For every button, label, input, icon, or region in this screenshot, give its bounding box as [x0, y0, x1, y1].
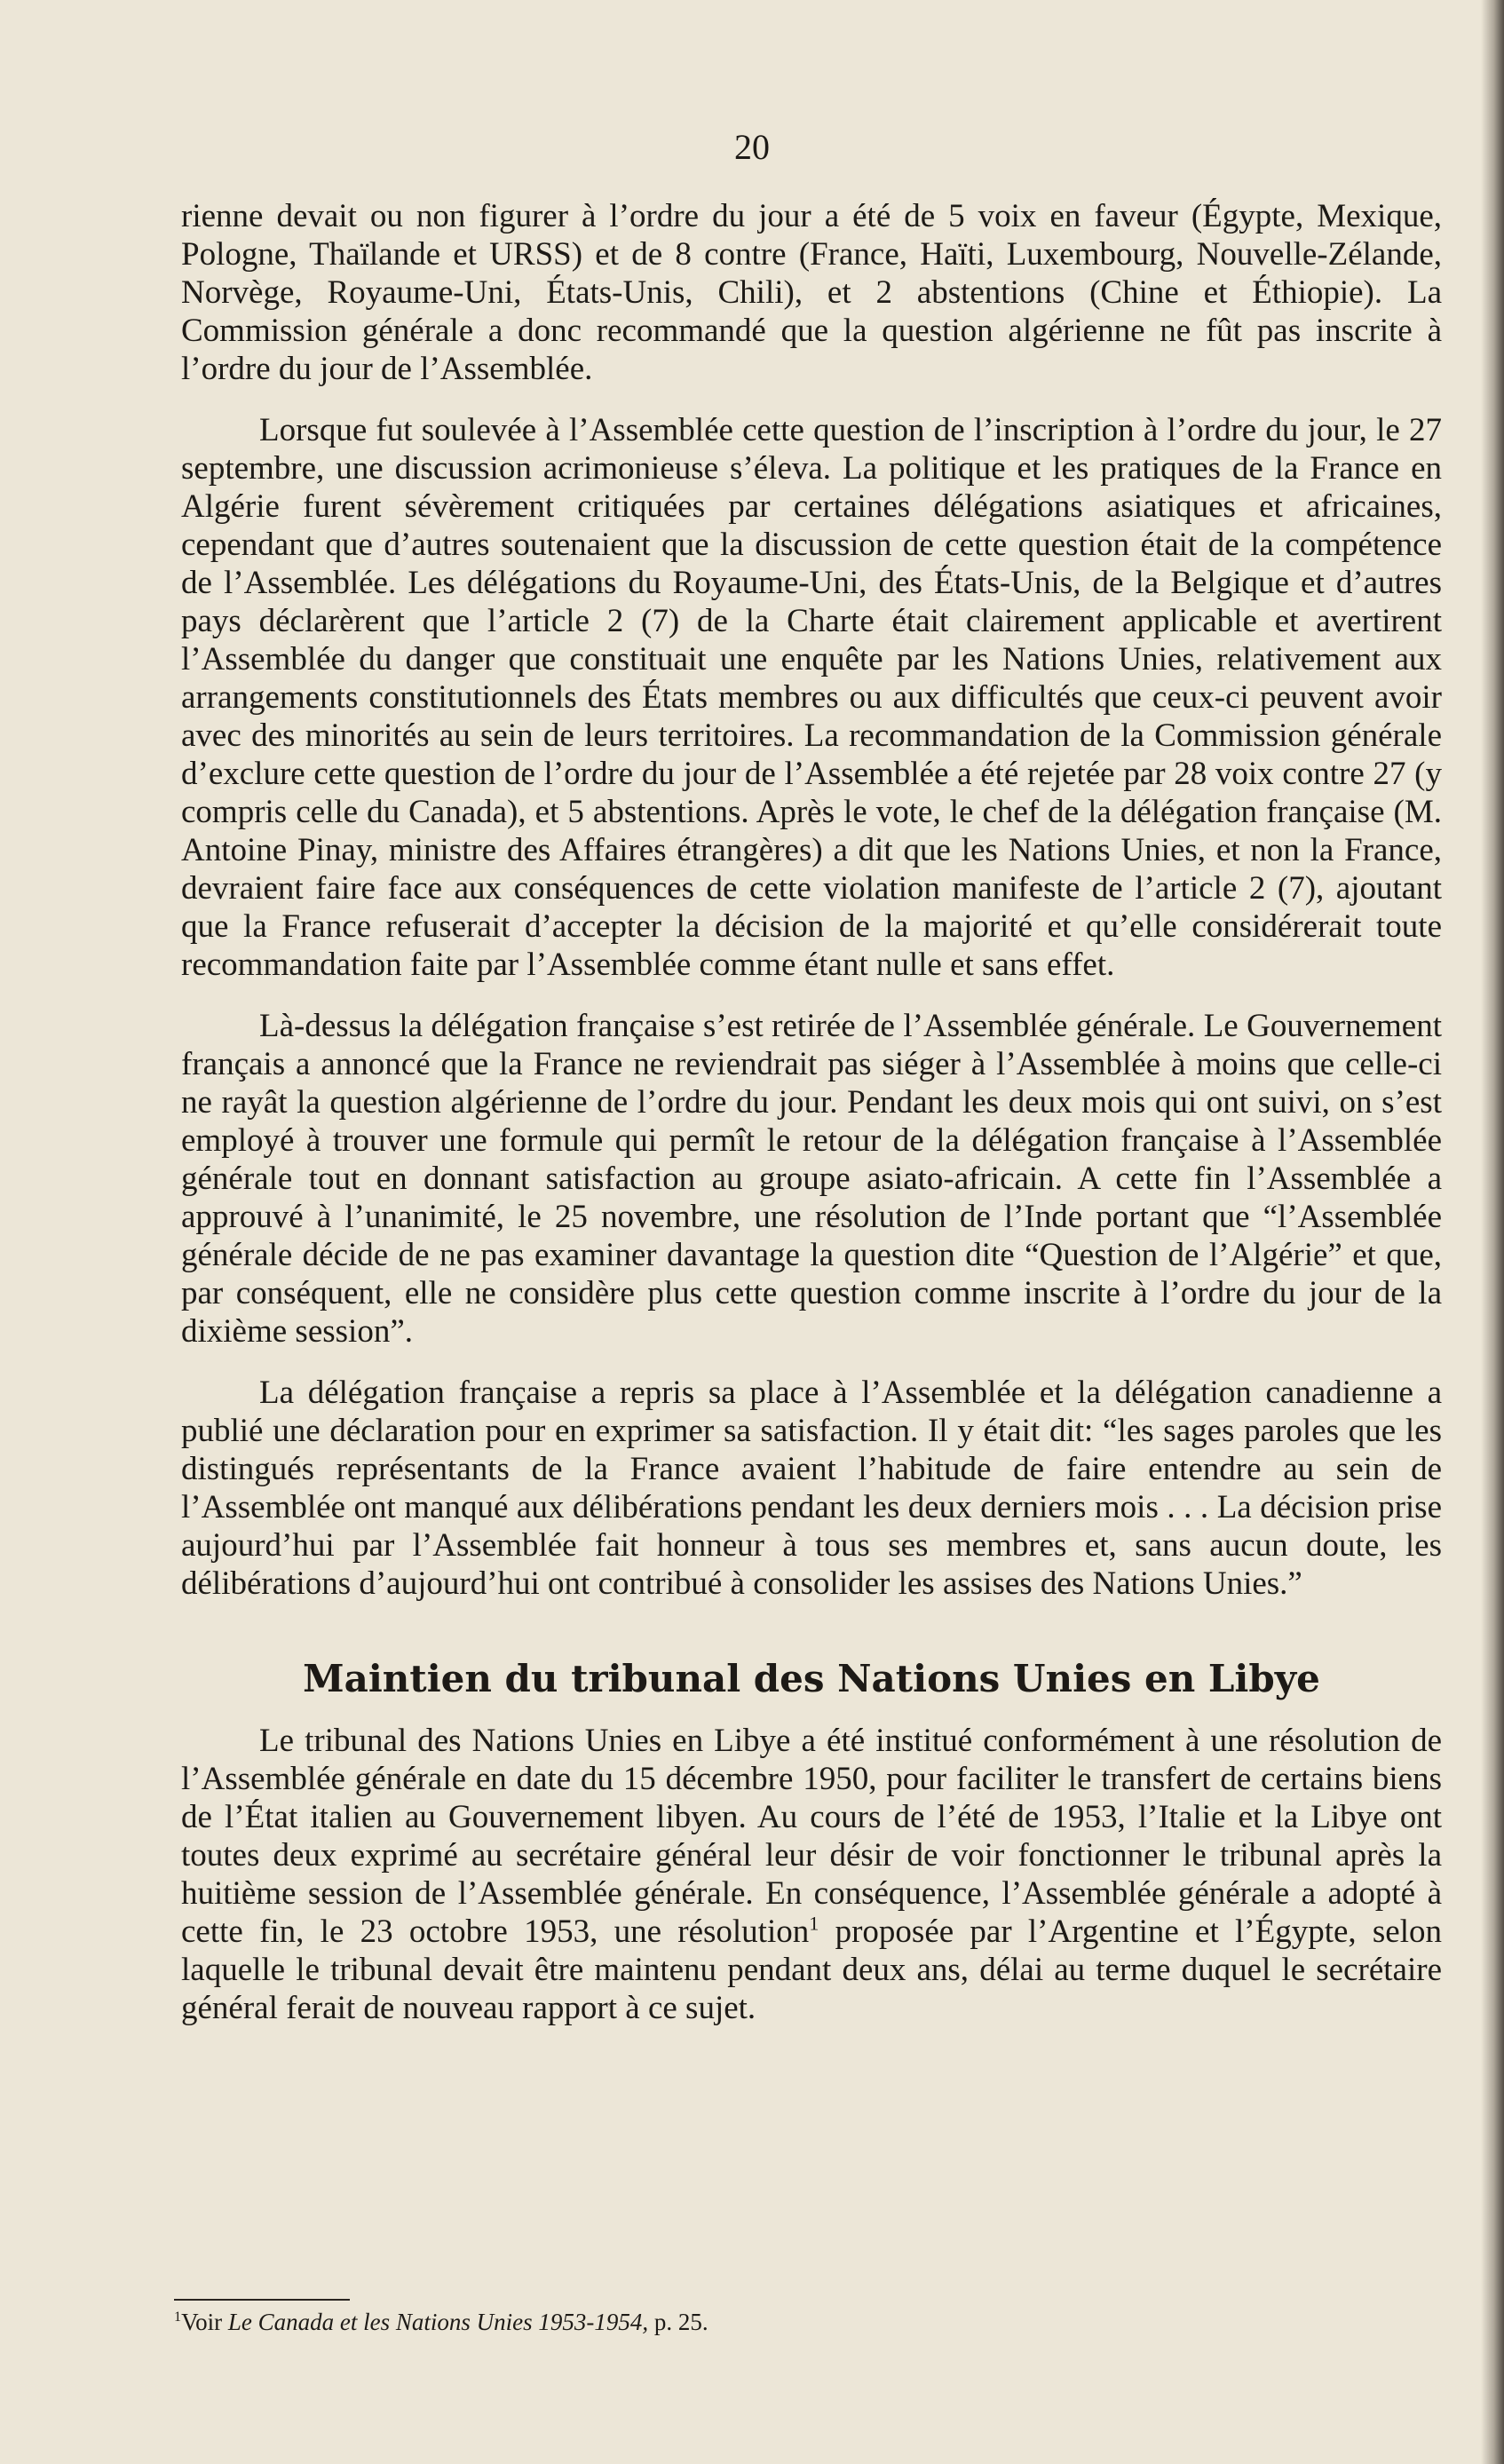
footnote-marker: 1: [174, 2309, 182, 2325]
footnote-reference: 1: [809, 1912, 819, 1935]
paragraph-french-withdrawal: Là-dessus la délégation française s’est retirée de l’Assemblée générale. Le Gouvernement français a annoncé que la France ne reviendrait pas siéger à l’Assemblée à moins que celle-ci ne rayât la question algérienne de l’ordre du jour. Pendant les deux mois qui ont suivi, on s’est employé à trouver une formule qui permît le retour de la délégation française à l’Assemblée générale tout en donnant satisfaction au groupe asiato-africain. A cette fin l’Assemblée a approuvé à l’unanimité, le 25 novembre, une résolution de l’Inde portant que “l’Assemblée générale décide de ne pas examiner davantage la question dite “Question de l’Algérie” et que, par conséquent, elle ne considère plus cette question comme inscrite à l’ordre du jour de la dixième session”.: [181, 1008, 1442, 1350]
body-text: [181, 197, 1442, 2050]
footnote-cited-title: Le Canada et les Nations Unies 1953-1954,: [227, 2309, 649, 2335]
paragraph-continuation: rienne devait ou non figurer à l’ordre du jour a été de 5 voix en faveur (Égypte, Mexique, Pologne, Thaïlande et URSS) et de 8 contre (France, Haïti, Luxembourg, Nouvelle-Zélande, Norvège, Royaume-Uni, États-Unis, Chili), et 2 abstentions (Chine et Éthiopie). La Commission générale a donc recommandé que la question algérienne ne fût pas inscrite à l’ordre du jour de l’Assemblée.: [181, 198, 1442, 387]
footnote: [174, 2307, 973, 2337]
paragraph-french-return: La délégation française a repris sa place à l’Assemblée et la délégation canadienne a publié une déclaration pour en exprimer sa satisfaction. Il y était dit: “les sages paroles que les distingués représentants de la France avaient l’habitude de faire entendre au sein de l’Assemblée ont manqué aux délibérations pendant les deux derniers mois . . . La décision prise aujourd’hui par l’Assemblée fait honneur à tous ses membres et, sans aucun doute, les délibérations d’aujourd’hui ont contribué à consolider les assises des Nations Unies.”: [181, 1375, 1442, 1602]
footnote-suffix: p. 25.: [648, 2309, 708, 2335]
paragraph-libya-text-part2: proposée par l’Argentine et l’Égypte, selon laquelle le tribunal devait être maintenu pendant deux ans, délai au terme duquel le secrétaire général ferait de nouveau rapport à ce sujet.: [181, 1913, 1442, 2026]
page-edge-shadow: [1481, 0, 1504, 2464]
page-number: 20: [734, 127, 770, 167]
paragraph-libya-text-part1: Le tribunal des Nations Unies en Libye a été institué conformément à une résolution de l’Assemblée générale en date du 15 décembre 1950, pour faciliter le transfert de certains biens de l’État italien au Gouvernement libyen. Au cours de l’été de 1953, l’Italie et la Libye ont toutes deux exprimé au secrétaire général leur désir de voir fonctionner le tribunal après la huitième session de l’Assemblée générale. En conséquence, l’Assemblée générale a adopté à cette fin, le 23 octobre 1953, une résolution: [181, 1723, 1442, 1950]
footnote-prefix: Voir: [181, 2309, 228, 2335]
footnote-divider: [174, 2299, 350, 2301]
section-heading: Maintien du tribunal des Nations Unies en Libye: [303, 1657, 1320, 1700]
paragraph-libya-tribunal: [181, 1722, 1442, 2027]
paragraph-inscription-debate: Lorsque fut soulevée à l’Assemblée cette question de l’inscription à l’ordre du jour, le 27 septembre, une discussion acrimonieuse s’éleva. La politique et les pratiques de la France en Algérie furent sévèrement critiquées par certaines délégations asiatiques et africaines, cependant que d’autres soutenaient que la discussion de cette question était de la compétence de l’Assemblée. Les délégations du Royaume-Uni, des États-Unis, de la Belgique et d’autres pays déclarèrent que l’article 2 (7) de la Charte était clairement applicable et avertirent l’Assemblée du danger que constituait une enquête par les Nations Unies, relativement aux arrangements constitutionnels des États membres ou aux difficultés que ceux-ci peuvent avoir avec des minorités au sein de leurs territoires. La recommandation de la Commission générale d’exclure cette question de l’ordre du jour de l’Assemblée a été rejetée par 28 voix contre 27 (y compris celle du Canada), et 5 abstentions. Après le vote, le chef de la délégation française (M. Antoine Pinay, ministre des Affaires étrangères) a dit que les Nations Unies, et non la France, devraient faire face aux conséquences de cette violation manifeste de l’article 2 (7), ajoutant que la France refuserait d’accepter la décision de la majorité et qu’elle considérerait toute recommandation faite par l’Assemblée comme étant nulle et sans effet.: [181, 412, 1442, 983]
